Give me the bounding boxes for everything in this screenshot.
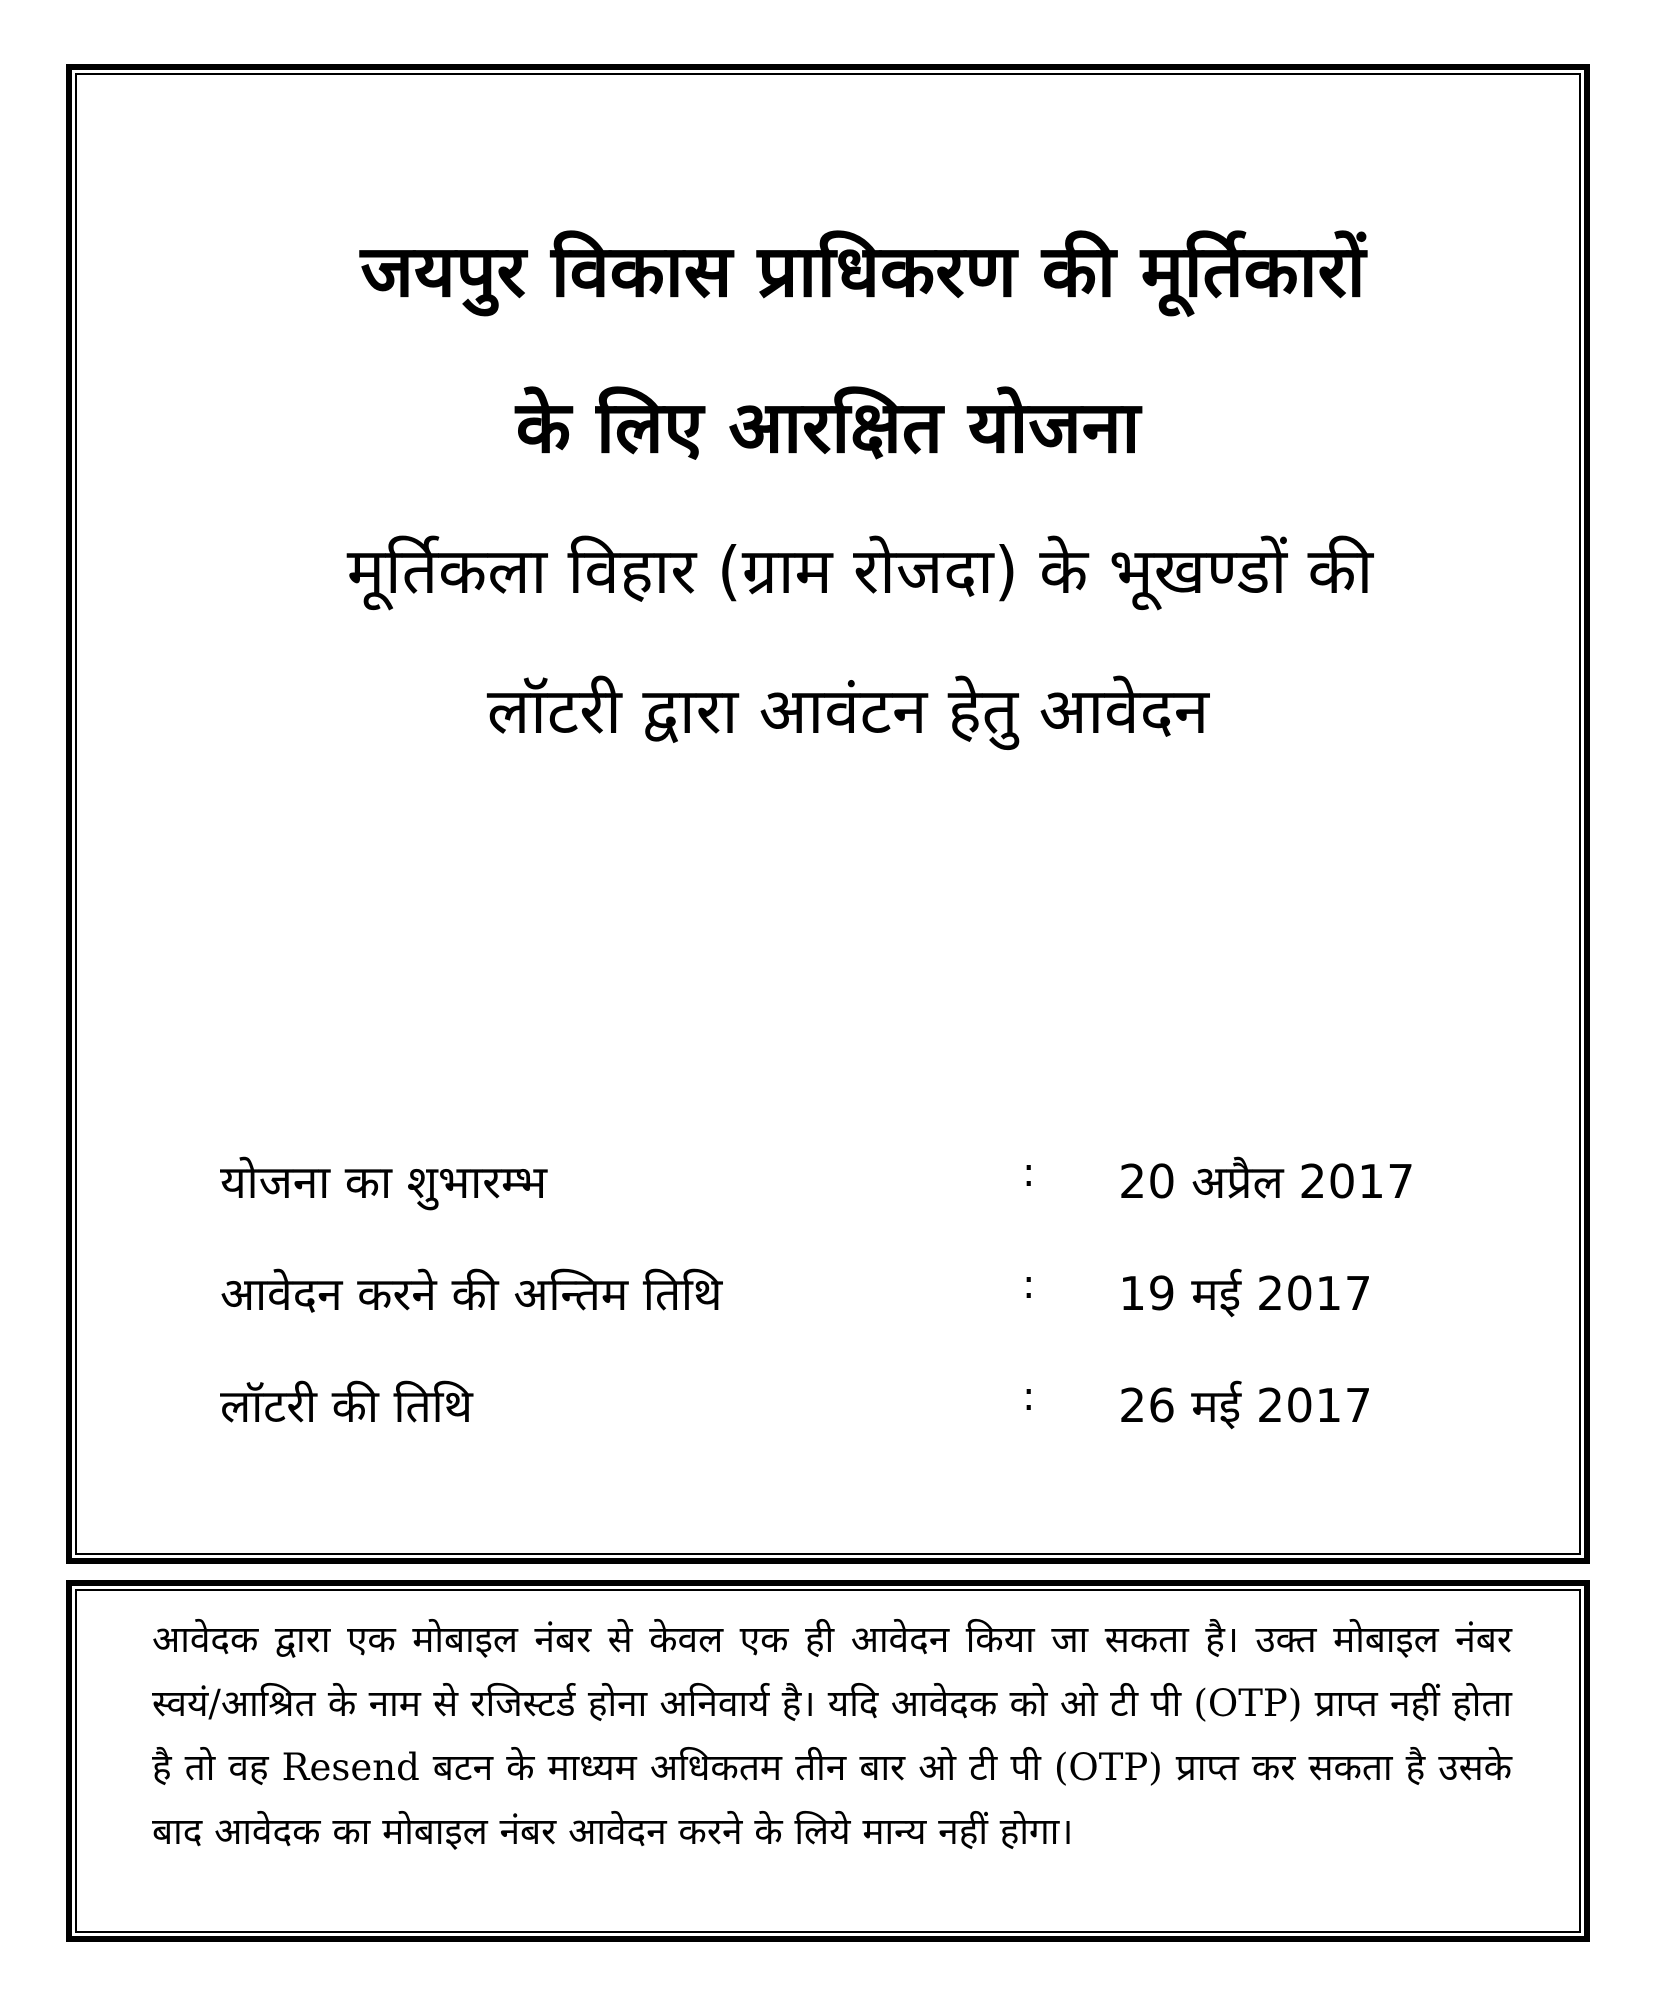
date-value: 20 अप्रैल 2017 [1118,1155,1416,1209]
date-separator: : [1022,1262,1036,1308]
date-value: 19 मई 2017 [1118,1267,1373,1321]
title-line-1: जयपुर विकास प्राधिकरण की मूर्तिकारों [360,229,1366,313]
date-row-last-date [72,1262,1584,1332]
date-label: आवेदन करने की अन्तिम तिथि [220,1267,723,1321]
notice-box [66,1580,1590,1942]
notice-text: आवेदक द्वारा एक मोबाइल नंबर से केवल एक ही आवेदन किया जा सकता है। उक्त मोबाइल नंबर स्वयं/आश्रित के नाम से रजिस्टर्ड होना अनिवार्य है। यदि आवेदक को ओ टी पी (OTP) प्राप्त नहीं होता है तो वह Resend बटन के माध्यम अधिकतम तीन बार ओ टी पी (OTP) प्राप्त कर सकता है उसके बाद आवेदक का मोबाइल नंबर आवेदन करने के लिये मान्य नहीं होगा। [152,1618,1512,1853]
scheme-info-box [66,64,1590,1564]
date-value: 26 मई 2017 [1118,1379,1373,1433]
title-line-2: के लिए आरक्षित योजना [515,385,1141,469]
date-separator: : [1022,1150,1036,1196]
date-separator: : [1022,1374,1036,1420]
subtitle-line-2: लॉटरी द्वारा आवंटन हेतु आवेदन [486,675,1210,749]
date-row-launch [72,1150,1584,1220]
date-label: लॉटरी की तिथि [220,1379,473,1433]
subtitle-line-1: मूर्तिकला विहार (ग्राम रोजदा) के भूखण्डों की [346,535,1374,609]
date-label: योजना का शुभारम्भ [220,1155,548,1209]
date-row-lottery [72,1374,1584,1444]
